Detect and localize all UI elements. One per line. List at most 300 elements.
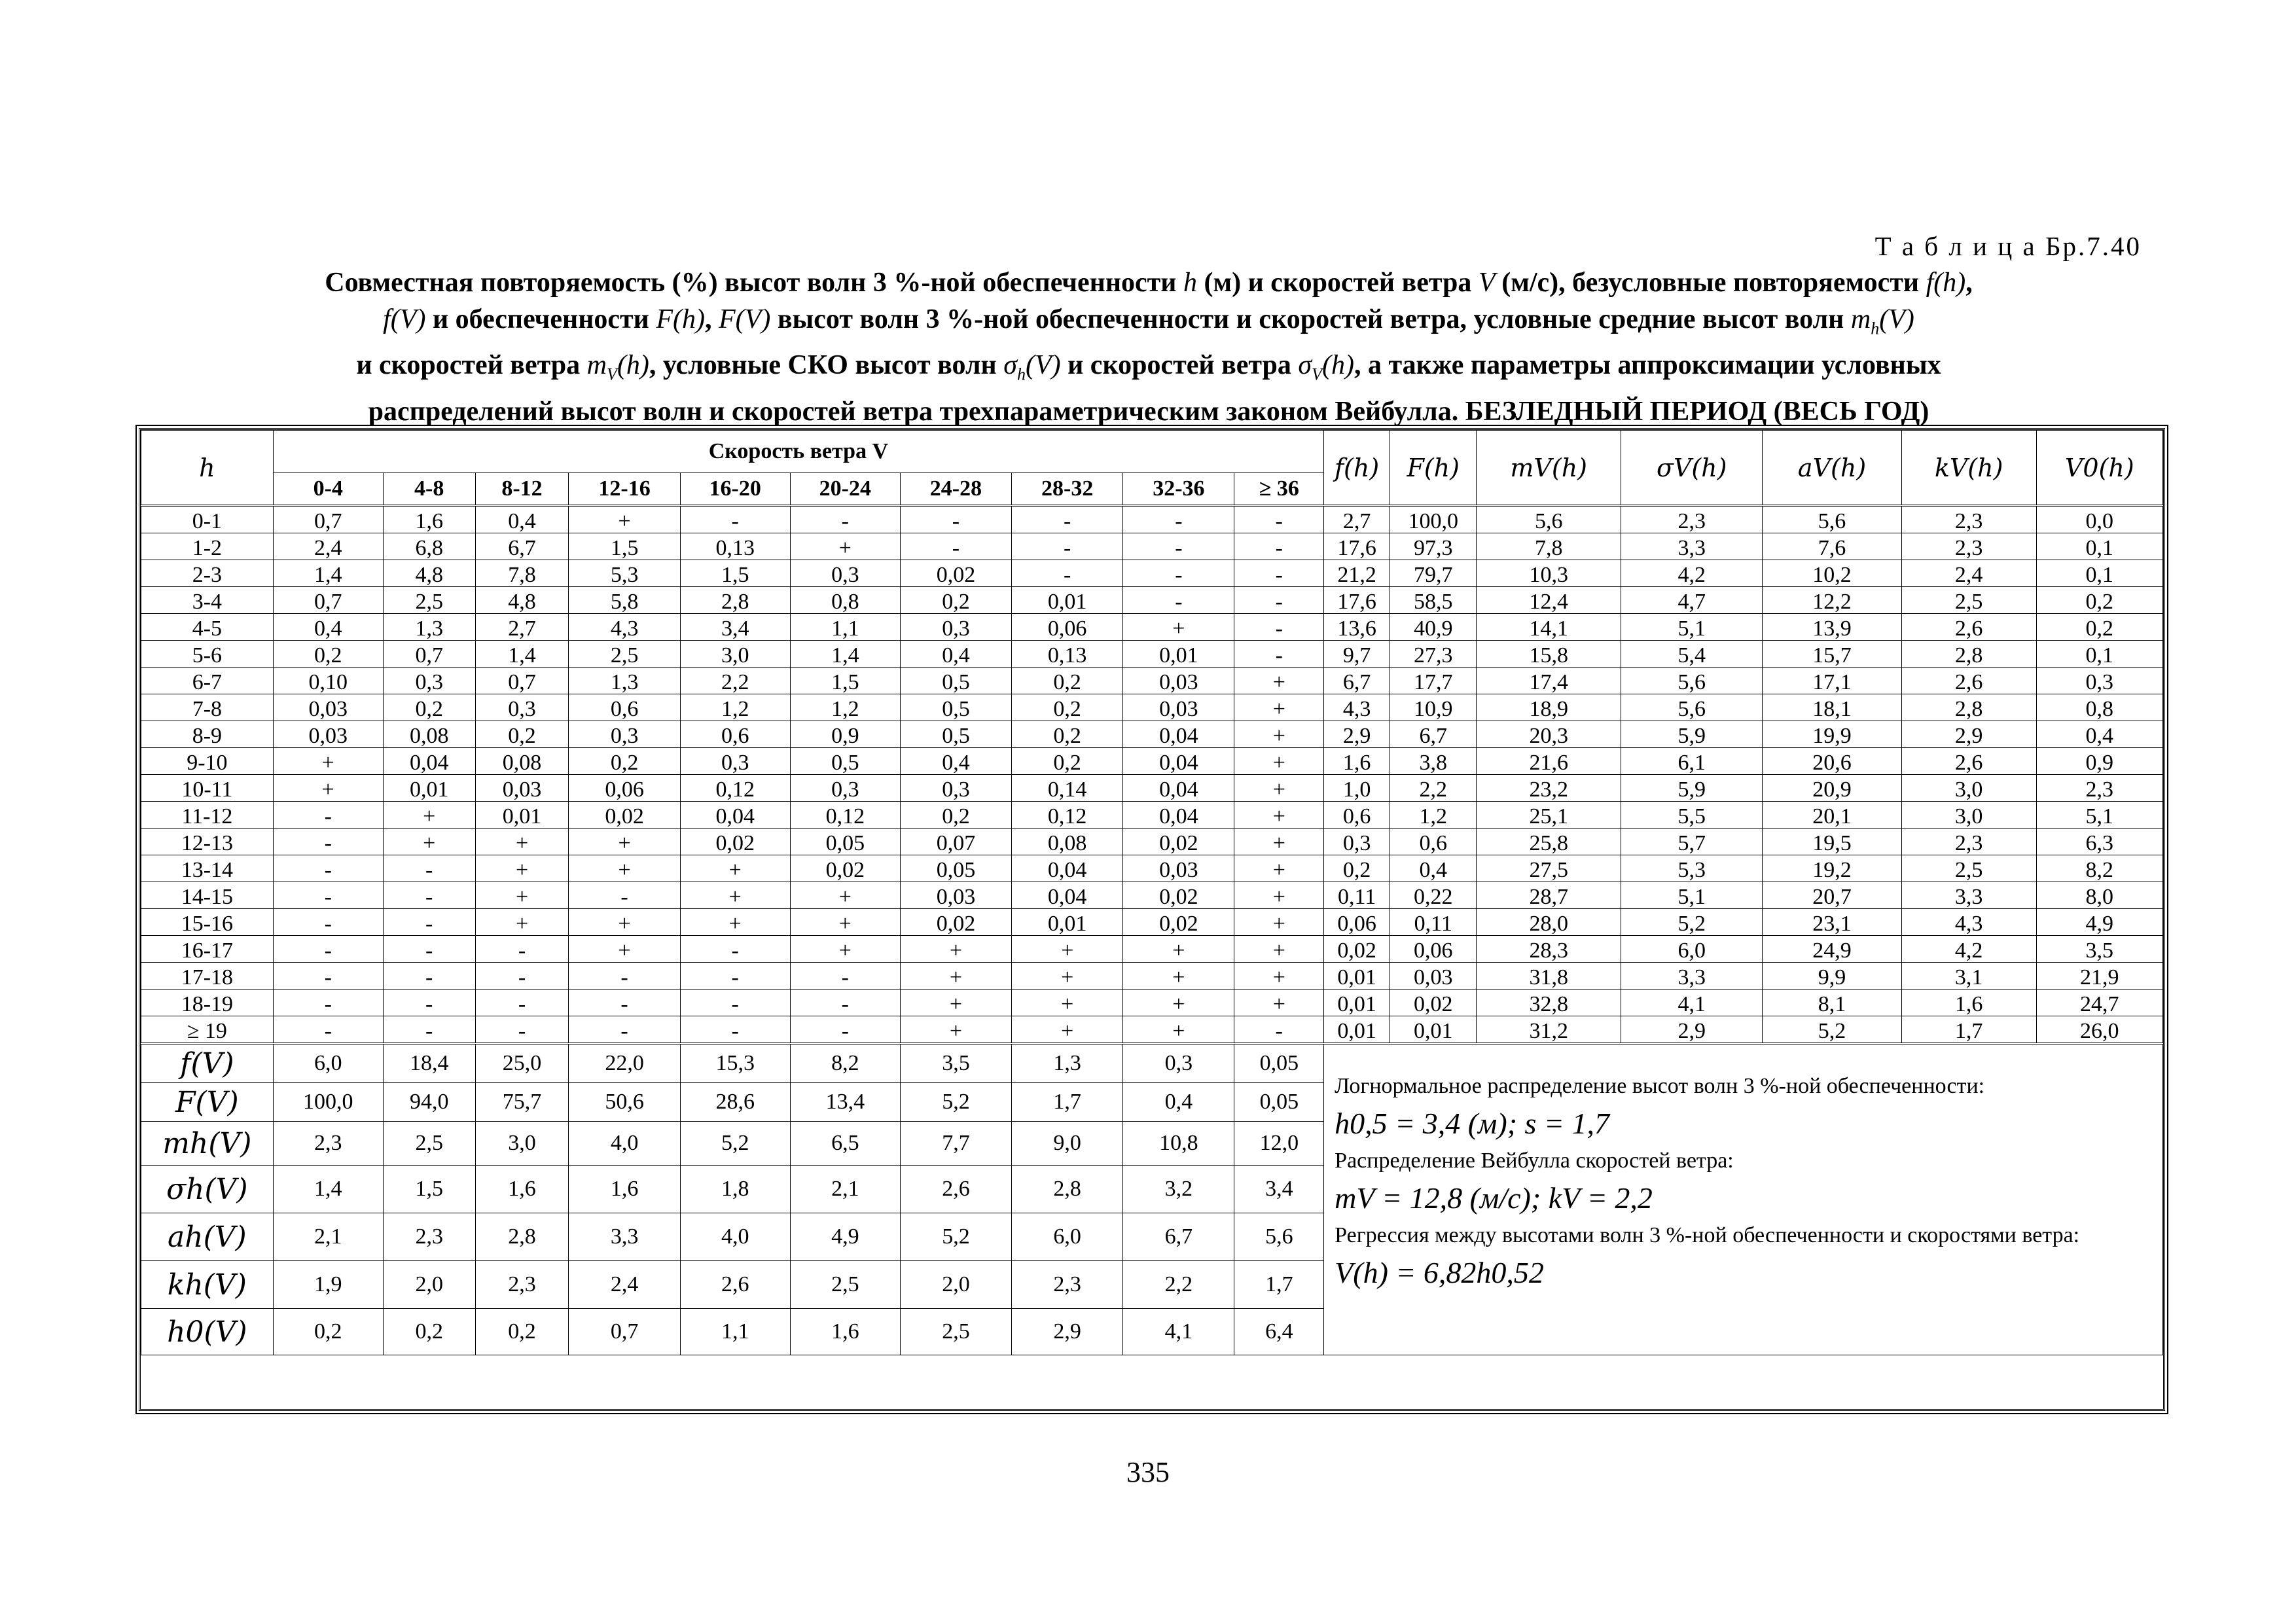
cell-stat: 15,7 (1763, 641, 1901, 668)
cell-joint-frequency: 0,04 (680, 802, 790, 829)
table-row (141, 533, 2163, 560)
header-stat: kV(h) (1901, 431, 2036, 506)
cell-stat: 8,1 (1763, 990, 1901, 1016)
cell-stat-by-speed: 2,6 (900, 1166, 1011, 1213)
header-stat: F(h) (1390, 431, 1477, 506)
header-stat: V0(h) (2036, 431, 2162, 506)
cell-joint-frequency: + (900, 1016, 1011, 1044)
cell-joint-frequency: 5,8 (569, 587, 680, 614)
cell-joint-frequency: - (383, 936, 475, 963)
cell-stat-by-speed: 100,0 (273, 1083, 383, 1122)
cell-stat: 0,22 (1390, 882, 1477, 909)
cell-stat: 0,11 (1390, 909, 1477, 936)
cell-joint-frequency: + (1012, 963, 1123, 990)
cell-stat: 0,01 (1324, 1016, 1390, 1044)
cell-stat: 6,0 (1621, 936, 1763, 963)
cell-stat: 21,2 (1324, 560, 1390, 587)
cell-stat: 58,5 (1390, 587, 1477, 614)
cell-joint-frequency: + (790, 936, 900, 963)
title-text-4: и обеспеченности (432, 304, 649, 334)
cell-joint-frequency: - (1123, 587, 1234, 614)
cell-joint-frequency: - (1234, 641, 1324, 668)
cell-stat: 2,5 (1901, 587, 2036, 614)
cell-joint-frequency: 1,2 (790, 694, 900, 721)
cell-joint-frequency: 6,7 (475, 533, 569, 560)
cell-stat-by-speed: 50,6 (569, 1083, 680, 1122)
cell-joint-frequency: 0,4 (273, 614, 383, 641)
cell-joint-frequency: 1,4 (273, 560, 383, 587)
cell-stat: 4,2 (1901, 936, 2036, 963)
table-row (141, 829, 2163, 855)
cell-joint-frequency: 0,5 (790, 748, 900, 775)
cell-stat-by-speed: 2,3 (475, 1261, 569, 1309)
cell-stat: 5,4 (1621, 641, 1763, 668)
cell-joint-frequency: 0,04 (383, 748, 475, 775)
cell-stat: 28,7 (1477, 882, 1621, 909)
note-weibull-formula: mV = 12,8 (м/с); kV = 2,2 (1335, 1181, 1653, 1215)
cell-stat-by-speed: 18,4 (383, 1044, 475, 1083)
table-row (141, 668, 2163, 694)
cell-stat-by-speed: 6,0 (1012, 1213, 1123, 1261)
title-text-10: распределений высот волн и скоростей ветра трехпараметрическим законом Вейбулла. БЕЗЛЕДНЫЙ ПЕРИОД (ВЕСЬ ГОД) (368, 396, 1929, 427)
header-speed-range: ≥ 36 (1234, 473, 1324, 506)
cell-joint-frequency: 0,7 (383, 641, 475, 668)
stat-row-label: F(V) (141, 1083, 274, 1122)
cell-stat-by-speed: 3,0 (475, 1122, 569, 1166)
cell-stat-by-speed: 5,2 (900, 1213, 1011, 1261)
cell-joint-frequency: 0,02 (900, 909, 1011, 936)
cell-stat-by-speed: 8,2 (790, 1044, 900, 1083)
row-h-range: 15-16 (141, 909, 274, 936)
table-row (141, 748, 2163, 775)
table-row (141, 990, 2163, 1016)
cell-joint-frequency: 3,0 (680, 641, 790, 668)
cell-stat: 26,0 (2036, 1016, 2162, 1044)
cell-stat: 2,9 (1324, 721, 1390, 748)
header-speed-range: 16-20 (680, 473, 790, 506)
cell-stat: 3,5 (2036, 936, 2162, 963)
cell-stat: 2,6 (1901, 668, 2036, 694)
cell-joint-frequency: 0,06 (1012, 614, 1123, 641)
cell-stat-by-speed: 1,6 (475, 1166, 569, 1213)
cell-stat-by-speed: 2,4 (569, 1261, 680, 1309)
stat-row (141, 1044, 2163, 1083)
cell-stat-by-speed: 1,8 (680, 1166, 790, 1213)
cell-joint-frequency: 4,8 (383, 560, 475, 587)
cell-stat: 24,7 (2036, 990, 2162, 1016)
cell-stat: 0,02 (1324, 936, 1390, 963)
cell-joint-frequency: 1,3 (569, 668, 680, 694)
row-h-range: 14-15 (141, 882, 274, 909)
cell-joint-frequency: 2,5 (383, 587, 475, 614)
row-h-range: 9-10 (141, 748, 274, 775)
cell-stat-by-speed: 5,6 (1234, 1213, 1324, 1261)
cell-joint-frequency: 0,2 (273, 641, 383, 668)
cell-stat-by-speed: 1,1 (680, 1309, 790, 1355)
cell-joint-frequency: 0,14 (1012, 775, 1123, 802)
cell-joint-frequency: + (790, 882, 900, 909)
cell-stat-by-speed: 9,0 (1012, 1122, 1123, 1166)
cell-stat-by-speed: 7,7 (900, 1122, 1011, 1166)
cell-stat: 13,6 (1324, 614, 1390, 641)
cell-stat: 4,3 (1324, 694, 1390, 721)
cell-stat: 21,6 (1477, 748, 1621, 775)
cell-joint-frequency: 0,08 (475, 748, 569, 775)
note-regression: Регрессия между высотами волн 3 %-ной обеспеченности и скоростями ветра: (1335, 1223, 2080, 1247)
cell-joint-frequency: 1,2 (680, 694, 790, 721)
stat-row-label: ah(V) (141, 1213, 274, 1261)
cell-joint-frequency: + (1234, 775, 1324, 802)
cell-stat: 15,8 (1477, 641, 1621, 668)
cell-joint-frequency: + (1123, 990, 1234, 1016)
row-h-range: 2-3 (141, 560, 274, 587)
cell-stat: 31,2 (1477, 1016, 1621, 1044)
cell-stat-by-speed: 2,3 (383, 1213, 475, 1261)
cell-joint-frequency: + (273, 775, 383, 802)
cell-stat-by-speed: 6,0 (273, 1044, 383, 1083)
cell-joint-frequency: 0,04 (1123, 775, 1234, 802)
cell-joint-frequency: 0,8 (790, 587, 900, 614)
cell-stat-by-speed: 5,2 (680, 1122, 790, 1166)
cell-joint-frequency: + (1234, 802, 1324, 829)
cell-stat: 8,0 (2036, 882, 2162, 909)
cell-stat: 2,8 (1901, 694, 2036, 721)
header-stat: σV(h) (1621, 431, 1763, 506)
cell-joint-frequency: + (900, 936, 1011, 963)
cell-joint-frequency: - (383, 1016, 475, 1044)
approximation-notes (1324, 1044, 2163, 1355)
cell-joint-frequency: + (680, 855, 790, 882)
cell-joint-frequency: + (680, 882, 790, 909)
cell-joint-frequency: - (1012, 533, 1123, 560)
cell-stat: 12,4 (1477, 587, 1621, 614)
cell-stat-by-speed: 1,4 (273, 1166, 383, 1213)
header-speed-range: 4-8 (383, 473, 475, 506)
cell-joint-frequency: - (680, 1016, 790, 1044)
cell-stat: 17,1 (1763, 668, 1901, 694)
cell-stat: 20,1 (1763, 802, 1901, 829)
cell-stat-by-speed: 0,05 (1234, 1083, 1324, 1122)
cell-joint-frequency: 1,5 (680, 560, 790, 587)
cell-stat-by-speed: 25,0 (475, 1044, 569, 1083)
cell-stat: 28,0 (1477, 909, 1621, 936)
cell-joint-frequency: - (1012, 560, 1123, 587)
cell-stat: 5,1 (2036, 802, 2162, 829)
cell-stat-by-speed: 0,7 (569, 1309, 680, 1355)
cell-stat: 0,2 (1324, 855, 1390, 882)
cell-joint-frequency: 1,4 (790, 641, 900, 668)
cell-joint-frequency: 0,2 (383, 694, 475, 721)
cell-joint-frequency: + (1234, 963, 1324, 990)
cell-joint-frequency: 5,3 (569, 560, 680, 587)
cell-stat-by-speed: 3,4 (1234, 1166, 1324, 1213)
cell-joint-frequency: 0,6 (680, 721, 790, 748)
cell-stat: 79,7 (1390, 560, 1477, 587)
cell-stat: 20,7 (1763, 882, 1901, 909)
stat-row-label: σh(V) (141, 1166, 274, 1213)
cell-stat-by-speed: 1,9 (273, 1261, 383, 1309)
cell-joint-frequency: - (383, 990, 475, 1016)
note-lognormal: Логнормальное распределение высот волн 3 %-ной обеспеченности: (1335, 1074, 1985, 1098)
cell-stat: 2,5 (1901, 855, 2036, 882)
cell-joint-frequency: - (383, 855, 475, 882)
cell-stat: 0,3 (2036, 668, 2162, 694)
table-row (141, 614, 2163, 641)
cell-joint-frequency: - (680, 506, 790, 533)
cell-stat: 8,2 (2036, 855, 2162, 882)
cell-joint-frequency: - (900, 533, 1011, 560)
cell-stat: 5,6 (1477, 506, 1621, 533)
cell-joint-frequency: 0,01 (1012, 909, 1123, 936)
cell-joint-frequency: - (273, 936, 383, 963)
cell-stat: 6,1 (1621, 748, 1763, 775)
cell-joint-frequency: + (569, 936, 680, 963)
cell-stat: 20,9 (1763, 775, 1901, 802)
cell-joint-frequency: 1,6 (383, 506, 475, 533)
cell-joint-frequency: 0,04 (1123, 748, 1234, 775)
cell-joint-frequency: + (1012, 1016, 1123, 1044)
row-h-range: 7-8 (141, 694, 274, 721)
cell-stat-by-speed: 1,6 (790, 1309, 900, 1355)
cell-stat: 17,6 (1324, 587, 1390, 614)
cell-joint-frequency: 0,03 (273, 721, 383, 748)
cell-joint-frequency: 0,03 (1123, 855, 1234, 882)
title-text-5: высот волн 3 %-ной обеспеченности и скоростей ветра, условные средние высот волн (777, 304, 1844, 334)
cell-stat: 2,3 (1901, 506, 2036, 533)
cell-joint-frequency: - (383, 882, 475, 909)
cell-joint-frequency: + (900, 990, 1011, 1016)
cell-stat: 40,9 (1390, 614, 1477, 641)
cell-joint-frequency: 0,08 (383, 721, 475, 748)
cell-joint-frequency: 0,5 (900, 668, 1011, 694)
cell-joint-frequency: 0,3 (475, 694, 569, 721)
cell-stat-by-speed: 1,3 (1012, 1044, 1123, 1083)
cell-stat: 2,6 (1901, 614, 2036, 641)
cell-stat: 4,1 (1621, 990, 1763, 1016)
cell-stat-by-speed: 6,4 (1234, 1309, 1324, 1355)
cell-stat: 2,7 (1324, 506, 1390, 533)
cell-stat-by-speed: 4,0 (569, 1122, 680, 1166)
cell-stat-by-speed: 6,7 (1123, 1213, 1234, 1261)
cell-stat: 0,6 (1324, 802, 1390, 829)
cell-joint-frequency: 0,04 (1123, 721, 1234, 748)
row-h-range: 0-1 (141, 506, 274, 533)
cell-stat: 1,2 (1390, 802, 1477, 829)
row-h-range: 1-2 (141, 533, 274, 560)
cell-joint-frequency: - (680, 990, 790, 1016)
cell-joint-frequency: + (900, 963, 1011, 990)
cell-stat: 17,6 (1324, 533, 1390, 560)
cell-joint-frequency: 0,2 (900, 587, 1011, 614)
cell-stat: 6,7 (1324, 668, 1390, 694)
row-h-range: 8-9 (141, 721, 274, 748)
cell-stat: 0,4 (2036, 721, 2162, 748)
cell-joint-frequency: - (1234, 533, 1324, 560)
cell-joint-frequency: 0,06 (569, 775, 680, 802)
cell-joint-frequency: 0,05 (790, 829, 900, 855)
cell-joint-frequency: + (1234, 990, 1324, 1016)
cell-joint-frequency: - (790, 963, 900, 990)
cell-joint-frequency: 2,8 (680, 587, 790, 614)
header-stat: aV(h) (1763, 431, 1901, 506)
stat-row-label: f(V) (141, 1044, 274, 1083)
cell-joint-frequency: 0,13 (680, 533, 790, 560)
header-h: h (141, 431, 274, 506)
cell-joint-frequency: 0,3 (680, 748, 790, 775)
cell-stat: 0,01 (1324, 990, 1390, 1016)
cell-stat: 2,8 (1901, 641, 2036, 668)
cell-joint-frequency: 0,02 (1123, 909, 1234, 936)
cell-stat: 5,5 (1621, 802, 1763, 829)
cell-stat: 100,0 (1390, 506, 1477, 533)
cell-stat-by-speed: 1,7 (1012, 1083, 1123, 1122)
cell-joint-frequency: + (680, 909, 790, 936)
cell-joint-frequency: 0,2 (1012, 721, 1123, 748)
table-title: Совместная повторяемость (%) высот волн 3 %-ной обеспеченности h (м) и скоростей ветра V (м/с), безусловные повторяемости f(h), f(V) и обеспеченности F(h), F(V) высот волн 3 %-ной обеспеченности и скоростей ветра, условные средние высот волн $m_h(V)$ и скоростей ветра $m_V(h)$, условные СКО высот волн $\sigma_h(V)$ и скоростей ветра $\sigma_V(h)$, а также параметры аппроксимации условных распределений высот волн и скоростей ветра трехпараметрическим законом Вейбулла. БЕЗЛЕДНЫЙ ПЕРИОД (ВЕСЬ ГОД) (325, 268, 1973, 427)
cell-joint-frequency: 0,04 (1012, 855, 1123, 882)
cell-joint-frequency: 0,9 (790, 721, 900, 748)
cell-joint-frequency: - (273, 829, 383, 855)
cell-joint-frequency: 0,3 (900, 775, 1011, 802)
cell-stat: 2,3 (1621, 506, 1763, 533)
title-text-3: (м/с), безусловные повторяемости (1501, 268, 1920, 298)
cell-stat: 21,9 (2036, 963, 2162, 990)
cell-joint-frequency: + (475, 855, 569, 882)
cell-stat: 2,2 (1390, 775, 1477, 802)
data-table-frame (139, 428, 2165, 1411)
cell-stat: 4,9 (2036, 909, 2162, 936)
table-row (141, 1016, 2163, 1044)
cell-stat: 20,3 (1477, 721, 1621, 748)
cell-stat: 24,9 (1763, 936, 1901, 963)
cell-stat: 4,2 (1621, 560, 1763, 587)
cell-joint-frequency: + (1234, 829, 1324, 855)
cell-joint-frequency: + (569, 855, 680, 882)
cell-joint-frequency: 0,7 (273, 506, 383, 533)
cell-stat-by-speed: 1,6 (569, 1166, 680, 1213)
table-row (141, 694, 2163, 721)
cell-stat: 3,0 (1901, 775, 2036, 802)
cell-joint-frequency: 0,12 (1012, 802, 1123, 829)
cell-stat: 0,2 (2036, 614, 2162, 641)
cell-stat: 6,3 (2036, 829, 2162, 855)
cell-joint-frequency: 0,05 (900, 855, 1011, 882)
cell-joint-frequency: 0,3 (569, 721, 680, 748)
cell-joint-frequency: 1,1 (790, 614, 900, 641)
header-speed-range: 32-36 (1123, 473, 1234, 506)
cell-stat: 25,8 (1477, 829, 1621, 855)
cell-stat: 0,01 (1324, 963, 1390, 990)
cell-joint-frequency: 0,4 (900, 641, 1011, 668)
cell-stat: 0,9 (2036, 748, 2162, 775)
header-speed-range: 24-28 (900, 473, 1011, 506)
table-row (141, 963, 2163, 990)
cell-stat: 5,6 (1621, 694, 1763, 721)
cell-stat-by-speed: 94,0 (383, 1083, 475, 1122)
cell-joint-frequency: + (569, 909, 680, 936)
cell-stat: 28,3 (1477, 936, 1621, 963)
cell-stat: 0,0 (2036, 506, 2162, 533)
cell-stat: 32,8 (1477, 990, 1621, 1016)
cell-joint-frequency: + (383, 802, 475, 829)
cell-stat: 0,4 (1390, 855, 1477, 882)
row-h-range: 10-11 (141, 775, 274, 802)
cell-joint-frequency: - (273, 990, 383, 1016)
cell-joint-frequency: - (475, 936, 569, 963)
cell-stat: 10,9 (1390, 694, 1477, 721)
cell-joint-frequency: 0,08 (1012, 829, 1123, 855)
cell-stat-by-speed: 2,8 (475, 1213, 569, 1261)
cell-stat: 1,0 (1324, 775, 1390, 802)
cell-joint-frequency: + (475, 882, 569, 909)
cell-stat: 17,4 (1477, 668, 1621, 694)
cell-stat: 3,8 (1390, 748, 1477, 775)
cell-joint-frequency: 0,07 (900, 829, 1011, 855)
cell-stat: 0,6 (1390, 829, 1477, 855)
cell-joint-frequency: - (383, 909, 475, 936)
cell-joint-frequency: - (273, 963, 383, 990)
cell-joint-frequency: 0,02 (900, 560, 1011, 587)
cell-joint-frequency: - (273, 882, 383, 909)
row-h-range: 4-5 (141, 614, 274, 641)
cell-joint-frequency: 1,5 (790, 668, 900, 694)
table-row (141, 587, 2163, 614)
stat-row-label: mh(V) (141, 1122, 274, 1166)
row-h-range: 12-13 (141, 829, 274, 855)
cell-stat-by-speed: 1,7 (1234, 1261, 1324, 1309)
cell-stat-by-speed: 2,1 (273, 1213, 383, 1261)
cell-joint-frequency: - (1234, 614, 1324, 641)
cell-stat: 14,1 (1477, 614, 1621, 641)
cell-joint-frequency: + (1234, 882, 1324, 909)
cell-joint-frequency: 0,3 (790, 775, 900, 802)
note-weibull: Распределение Вейбулла скоростей ветра: (1335, 1149, 1734, 1173)
cell-joint-frequency: 0,3 (383, 668, 475, 694)
cell-stat: 5,2 (1763, 1016, 1901, 1044)
cell-joint-frequency: 0,03 (1123, 694, 1234, 721)
cell-joint-frequency: 0,6 (569, 694, 680, 721)
cell-joint-frequency: 0,10 (273, 668, 383, 694)
cell-stat: 31,8 (1477, 963, 1621, 990)
cell-joint-frequency: - (1123, 533, 1234, 560)
cell-stat-by-speed: 75,7 (475, 1083, 569, 1122)
cell-stat: 2,9 (1621, 1016, 1763, 1044)
cell-stat-by-speed: 2,0 (900, 1261, 1011, 1309)
cell-stat: 19,9 (1763, 721, 1901, 748)
cell-stat: 20,6 (1763, 748, 1901, 775)
cell-stat: 0,01 (1390, 1016, 1477, 1044)
header-wind-speed: Скорость ветра V (273, 431, 1323, 473)
cell-joint-frequency: 0,7 (475, 668, 569, 694)
table-label: Т а б л и ц а Бр.7.40 (1874, 231, 2142, 261)
row-h-range: 18-19 (141, 990, 274, 1016)
cell-stat: 27,5 (1477, 855, 1621, 882)
cell-joint-frequency: 6,8 (383, 533, 475, 560)
cell-joint-frequency: 0,4 (475, 506, 569, 533)
cell-stat: 3,1 (1901, 963, 2036, 990)
stat-row-label: kh(V) (141, 1261, 274, 1309)
table-row (141, 802, 2163, 829)
cell-stat: 1,6 (1901, 990, 2036, 1016)
cell-stat-by-speed: 0,05 (1234, 1044, 1324, 1083)
cell-stat: 9,9 (1763, 963, 1901, 990)
cell-joint-frequency: - (569, 1016, 680, 1044)
row-h-range: 13-14 (141, 855, 274, 882)
row-h-range: 16-17 (141, 936, 274, 963)
table-row (141, 641, 2163, 668)
cell-stat-by-speed: 2,9 (1012, 1309, 1123, 1355)
cell-joint-frequency: 0,3 (790, 560, 900, 587)
